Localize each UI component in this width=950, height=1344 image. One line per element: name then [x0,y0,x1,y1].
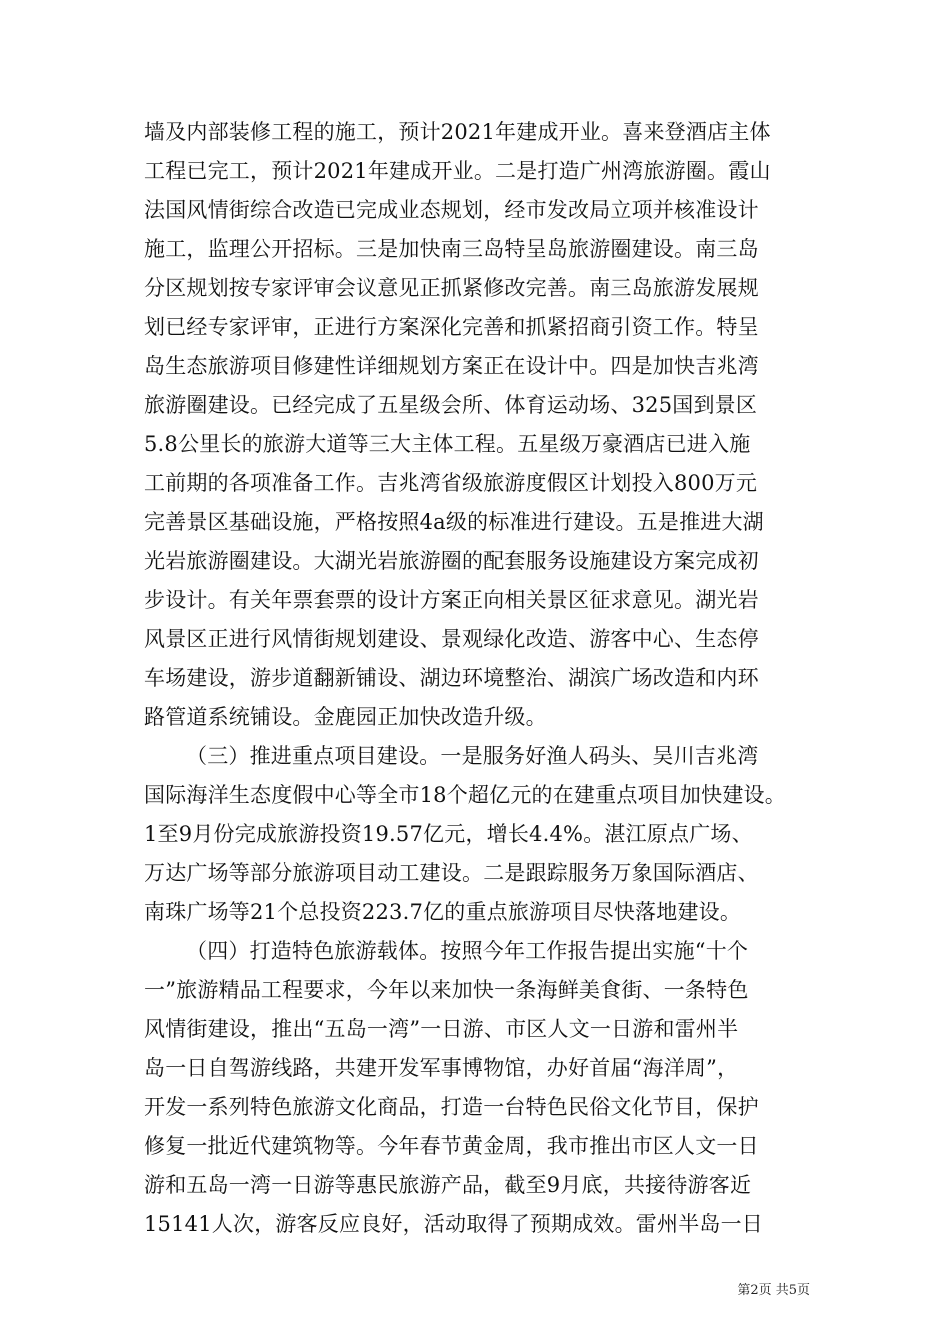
text-line: 工前期的各项准备工作。吉兆湾省级旅游度假区计划投入800万元 [144,471,758,495]
text-line: 5.8公里长的旅游大道等三大主体工程。五星级万豪酒店已进入施 [144,432,751,456]
text-line: 一”旅游精品工程要求，今年以来加快一条海鲜美食街、一条特色 [144,978,749,1002]
text-line: （四）打造特色旅游载体。按照今年工作报告提出实施“十个 [186,939,749,963]
text-line: 万达广场等部分旅游项目动工建设。二是跟踪服务万象国际酒店、 [144,861,759,885]
text-line: 国际海洋生态度假中心等全市18个超亿元的在建重点项目加快建设。 [144,783,786,807]
text-line: 岛生态旅游项目修建性详细规划方案正在设计中。四是加快吉兆湾 [144,354,759,378]
text-line: 开发一系列特色旅游文化商品，打造一台特色民俗文化节目，保护 [144,1095,759,1119]
body-text [144,113,814,1244]
text-line: 岛一日自驾游线路，共建开发军事博物馆，办好首届“海洋周”， [144,1056,739,1080]
text-line: 1至9月份完成旅游投资19.57亿元，增长4.4%。湛江原点广场、 [144,822,753,846]
text-line: 施工，监理公开招标。三是加快南三岛特呈岛旅游圈建设。南三岛 [144,237,759,261]
text-line: 南珠广场等21个总投资223.7亿的重点旅游项目尽快落地建设。 [144,900,742,924]
text-line: 完善景区基础设施，严格按照4a级的标准进行建设。五是推进大湖 [144,510,764,534]
text-line: 风情街建设，推出“五岛一湾”一日游、市区人文一日游和雷州半 [144,1017,739,1041]
text-line: 墙及内部装修工程的施工，预计2021年建成开业。喜来登酒店主体 [144,120,771,144]
text-line: 分区规划按专家评审会议意见正抓紧修改完善。南三岛旅游发展规 [144,276,759,300]
text-line: 风景区正进行风情街规划建设、景观绿化改造、游客中心、生态停 [144,627,759,651]
text-line: （三）推进重点项目建设。一是服务好渔人码头、吴川吉兆湾 [186,744,759,768]
text-line: 法国风情街综合改造已完成业态规划，经市发改局立项并核准设计 [144,198,759,222]
text-line: 光岩旅游圈建设。大湖光岩旅游圈的配套服务设施建设方案完成初 [144,549,759,573]
text-line: 工程已完工，预计2021年建成开业。二是打造广州湾旅游圈。霞山 [144,159,771,183]
text-line: 步设计。有关年票套票的设计方案正向相关景区征求意见。湖光岩 [144,588,759,612]
text-line: 路管道系统铺设。金鹿园正加快改造升级。 [144,705,547,729]
text-line: 修复一批近代建筑物等。今年春节黄金周，我市推出市区人文一日 [144,1134,759,1158]
page-footer: 第2页 共5页 [737,1283,810,1298]
text-line: 车场建设，游步道翻新铺设、湖边环境整治、湖滨广场改造和内环 [144,666,759,690]
text-line: 旅游圈建设。已经完成了五星级会所、体育运动场、325国到景区 [144,393,758,417]
text-line: 15141人次，游客反应良好，活动取得了预期成效。雷州半岛一日 [144,1212,764,1236]
text-line: 划已经专家评审，正进行方案深化完善和抓紧招商引资工作。特呈 [144,315,759,339]
text-line: 游和五岛一湾一日游等惠民旅游产品，截至9月底，共接待游客近 [144,1173,752,1197]
